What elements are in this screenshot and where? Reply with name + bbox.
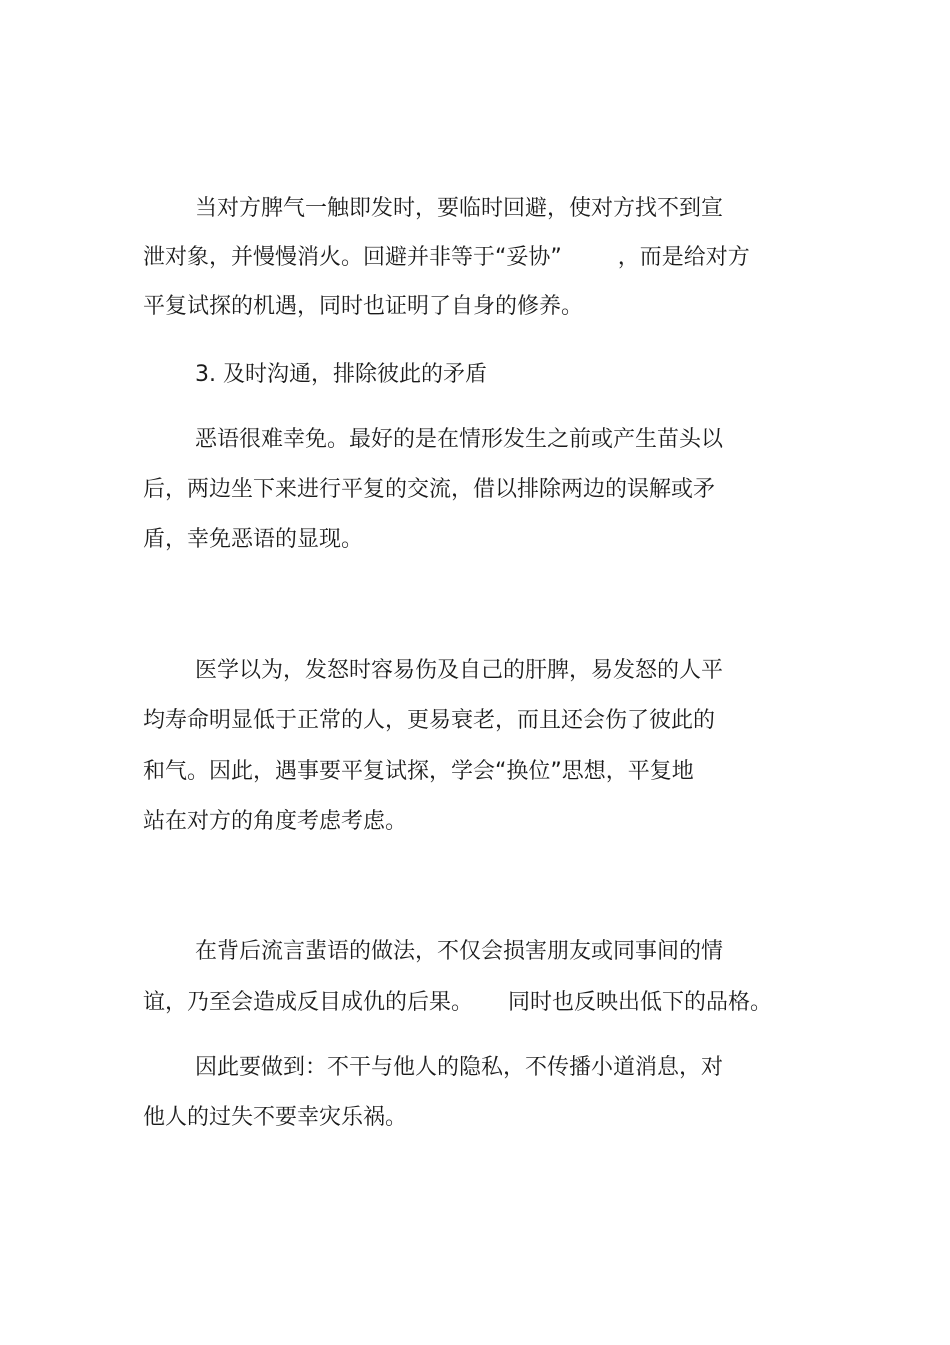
paragraph-3-line-3: 和气。因此，遇事要平复试探，学会“换位”思想，平复地: [143, 759, 694, 784]
paragraph-3-line-2: 均寿命明显低于正常的人，更易衰老，而且还会伤了彼此的: [143, 708, 716, 733]
paragraph-5-line-2: 他人的过失不要幸灾乐祸。: [143, 1105, 408, 1130]
section-heading: 3. 及时沟通，排除彼此的矛盾: [195, 362, 487, 387]
paragraph-1-line-2: 泄对象，并慢慢消火。回避并非等于“妥协” ，而是给对方: [143, 245, 750, 270]
paragraph-4-line-2: 谊，乃至会造成反目成仇的后果。 同时也反映出低下的品格。: [143, 990, 772, 1015]
paragraph-2-line-3: 盾，幸免恶语的显现。: [143, 527, 364, 552]
paragraph-5-line-1: 因此要做到：不干与他人的隐私，不传播小道消息，对: [195, 1055, 724, 1080]
paragraph-2-line-1: 恶语很难幸免。最好的是在情形发生之前或产生苗头以: [195, 427, 724, 452]
paragraph-4-line-1: 在背后流言蜚语的做法，不仅会损害朋友或同事间的情: [195, 939, 724, 964]
paragraph-1-line-3: 平复试探的机遇，同时也证明了自身的修养。: [143, 294, 584, 319]
paragraph-3-line-4: 站在对方的角度考虑考虑。: [143, 809, 408, 834]
paragraph-2-line-2: 后，两边坐下来进行平复的交流，借以排除两边的误解或矛: [143, 477, 716, 502]
paragraph-1-line-1: 当对方脾气一触即发时，要临时回避，使对方找不到宣: [195, 196, 724, 221]
paragraph-3-line-1: 医学以为，发怒时容易伤及自己的肝脾，易发怒的人平: [195, 658, 724, 683]
